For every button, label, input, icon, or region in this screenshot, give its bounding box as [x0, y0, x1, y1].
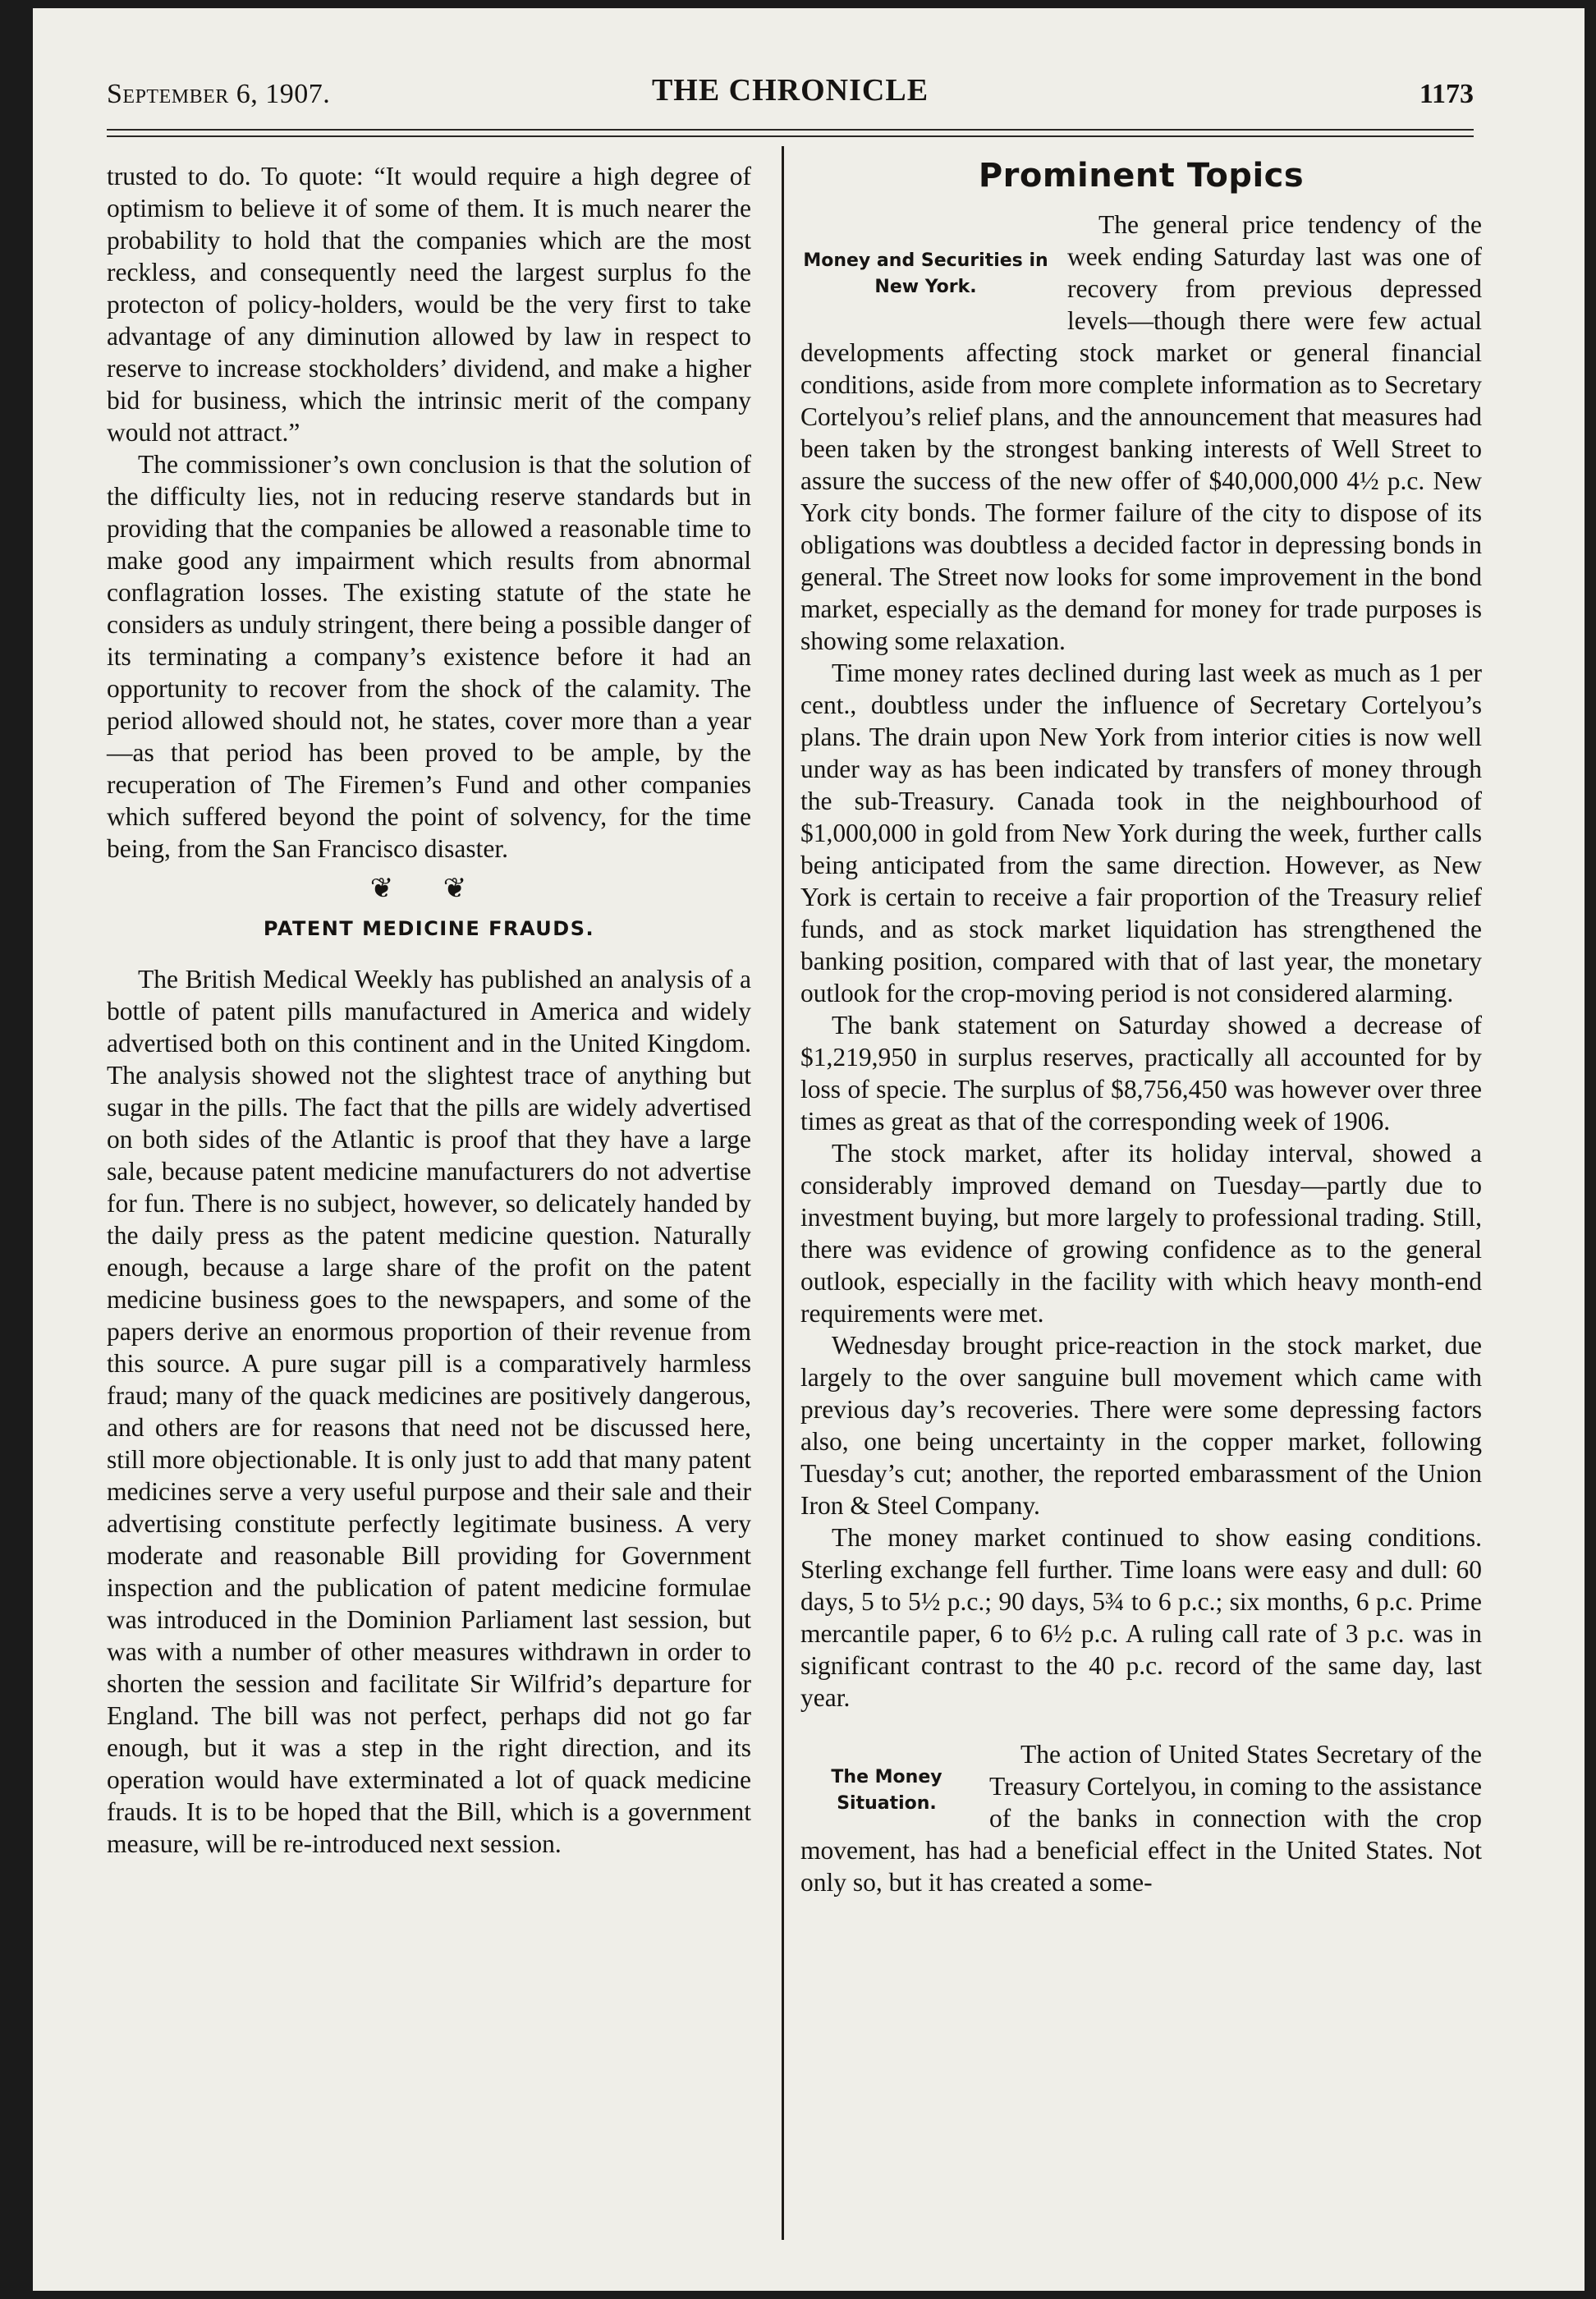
header-date: September 6, 1907.: [107, 79, 331, 109]
header-rule-bottom: [107, 135, 1474, 137]
topic1-paragraph-3: The bank statement on Saturday showed a decrease of $1,219,950 in surplus reserves, practically all accounted for by loss of specie. The surplus of $8,756,450 was however over three times as great as that of the corresponding week of 1906.: [800, 1011, 1482, 1136]
topic1-paragraph-2: Time money rates declined during last week as much as 1 per cent., doubtless under the influence of Secretary Cortelyou’s plans. The drain upon New York from interior cities is now well under way as has been indicated by transfers of money through the sub-Treasury. Canada took in the neighbourhood of $1,000,000 in gold from New York during the week, further calls being anticipated from the same direction. However, as New York is certain to receive a fair proportion of the Treasury relief funds, and as stock market liquidation has strengthened the banking position, compared with that of last year, the monetary outlook for the crop-moving period is not considered alarming.: [800, 658, 1482, 1007]
prominent-topics-title: Prominent Topics: [978, 157, 1305, 195]
left-column: [107, 160, 751, 1860]
ornament-fleurons: ❦ ❦: [369, 874, 488, 904]
header-title: THE CHRONICLE: [651, 73, 929, 108]
topic1-paragraph-1: The general price tendency of the week ending Saturday last was one of recovery from previous depressed levels—though there were few actual developments affecting stock market or general financial conditions, aside from more complete information as to Secretary Cortelyou’s relief plans, and the announcement that measures had been taken by the strongest banking interests of Well Street to assure the success of the new offer of $40,000,000 4½ p.c. New York city bonds. The former failure of the city to dispose of its obligations was doubtless a decided factor in depressing bonds in general. The Street now looks for some improvement in the bond market, especially as the demand for money for trade purposes is showing some relaxation.: [800, 210, 1482, 655]
patent-medicine-paragraph: The British Medical Weekly has published an analysis of a bottle of patent pills manufactured in America and widely advertised both on this continent and in the United Kingdom. The analysis showed not the slightest trace of anything but sugar in the pills. The fact that the pills are widely advertised on both sides of the Atlantic is proof that they have a large sale, because patent medicine manufacturers do not advertise for fun. There is no subject, however, so delicately handed by the daily press as the patent medicine question. Naturally enough, because a large share of the profit on the patent medicine business goes to the newspapers, and some of the papers derive an enormous proportion of their revenue from this source. A pure sugar pill is a comparatively harmless fraud; many of the quack medicines are positively dangerous, and others are for reasons that need not be discussed here, still more objectionable. It is only just to add that many patent medicines serve a very useful purpose and their sale and their advertising constitute perfectly legitimate business. A very moderate and reasonable Bill providing for Government inspection and the publication of patent medicine formulae was introduced in the Dominion Parliament last session, but was with a number of other measures withdrawn in order to shorten the session and facilitate Sir Wilfrid’s departure for England. The bill was not perfect, perhaps did not go far enough, but it was a step in the right direction, and its operation would have exterminated a lot of quack medicine frauds. It is to be hoped that the Bill, which is a government measure, will be re-introduced next session.: [107, 965, 751, 1858]
section-heading: PATENT MEDICINE FRAUDS.: [263, 917, 595, 940]
column-divider: [782, 146, 784, 2240]
side-heading-money-securities: Money and Securities in New York.: [803, 250, 1048, 297]
right-column: [800, 157, 1482, 1898]
header-page-number: 1173: [1419, 79, 1474, 109]
topic1-paragraph-5: Wednesday brought price-reaction in the stock market, due largely to the over sanguine bull movement which came with previous day’s recoveries. There were some depressing factors also, one being uncertainty in the copper market, following Tuesday’s cut; another, the reported embarassment of the Union Iron & Steel Company.: [800, 1331, 1482, 1520]
left-paragraph-1: trusted to do. To quote: “It would require a high degree of optimism to believe it of some of them. It is much nearer the probability to hold that the companies which are the most reckless, and consequently need the largest surplus fo the protecton of policy-holders, would be the very first to take advantage of any diminution allowed by law in respect to reserve to increase stockholders’ dividend, and make a higher bid for business, which the intrinsic merit of the company would not attract.”: [107, 162, 751, 447]
topic-gap: [800, 1714, 1482, 1738]
left-paragraph-2: The commissioner’s own conclusion is that the solution of the difficulty lies, not in reducing reserve standards but in providing that the companies be allowed a reasonable time to make good any impairment which results from abnormal conflagration losses. The existing statute of the state he considers as unduly stringent, there being a possible danger of its terminating a company’s existence before it had an opportunity to recover from the shock of the calamity. The period allowed should not, he states, cover more than a year—as that period has been proved to be ample, by the recuperation of The Firemen’s Fund and other companies which suffered beyond the point of solvency, for the time being, from the San Francisco disaster.: [107, 450, 751, 863]
topic1-paragraph-4: The stock market, after its holiday interval, showed a considerably improved demand on Tuesday—partly due to investment buying, but more largely to professional trading. Still, there was evidence of growing confidence as to the general outlook, especially in the facility with which heavy month-end requirements were met.: [800, 1139, 1482, 1328]
newspaper-page: [33, 8, 1585, 2291]
topic2-paragraph-1: The action of United States Secretary of the Treasury Cortelyou, in coming to the assistance of the banks in connection with the crop movement, has had a beneficial effect in the United States. Not only so, but it has created a some-: [800, 1740, 1482, 1897]
page-header: [107, 72, 1474, 122]
topic1-paragraph-6: The money market continued to show easing conditions. Sterling exchange fell further. Time loans were easy and dull: 60 days, 5 to 5½ p.c.; 90 days, 5¾ to 6 p.c.; six months, 6 p.c. Prime mercantile paper, 6 to 6½ p.c. A ruling call rate of 3 p.c. was in significant contrast to the 40 p.c. record of the same day, last year.: [800, 1523, 1482, 1712]
header-rule-top: [107, 129, 1474, 131]
side-heading-money-situation: The Money Situation.: [831, 1767, 942, 1814]
